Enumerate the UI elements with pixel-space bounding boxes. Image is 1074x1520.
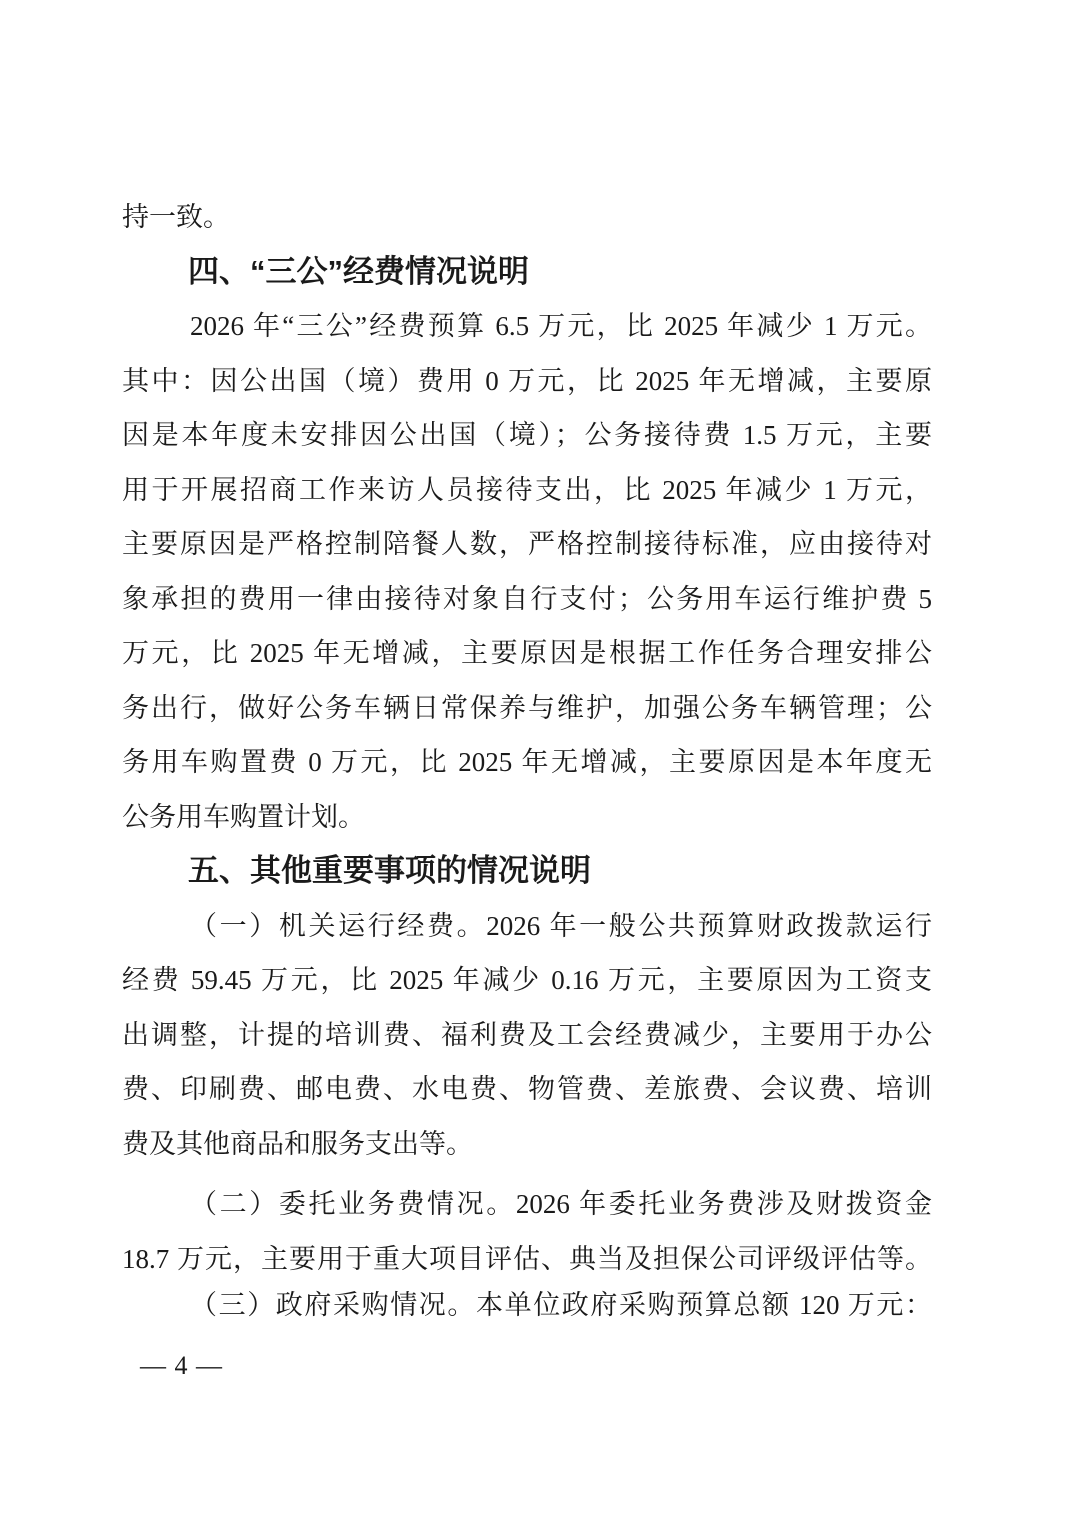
body-line: 主要原因是严格控制陪餐人数，严格控制接待标准，应由接待对 xyxy=(122,529,932,559)
section-5-heading: 五、其他重要事项的情况说明 xyxy=(188,853,591,888)
body-line: （三）政府采购情况。本单位政府采购预算总额 120 万元： xyxy=(190,1290,932,1320)
section-5-item-2-paragraph xyxy=(122,1177,932,1286)
body-line: 费及其他商品和服务支出等。 xyxy=(122,1128,473,1159)
page-number: — 4 — xyxy=(140,1351,223,1380)
body-line: 2026 年“三公”经费预算 6.5 万元，比 2025 年减少 1 万元。 xyxy=(190,311,932,341)
body-line: （二）委托业务费情况。2026 年委托业务费涉及财拨资金 xyxy=(190,1189,932,1219)
body-line: 经费 59.45 万元，比 2025 年减少 0.16 万元，主要原因为工资支 xyxy=(122,965,932,995)
body-line: 18.7 万元，主要用于重大项目评估、典当及担保公司评级评估等。 xyxy=(122,1243,932,1274)
body-line: 万元，比 2025 年无增减，主要原因是根据工作任务合理安排公 xyxy=(122,638,932,668)
body-line: 务用车购置费 0 万元，比 2025 年无增减，主要原因是本年度无 xyxy=(122,747,932,777)
section-4-paragraph xyxy=(122,299,932,844)
body-line: 象承担的费用一律由接待对象自行支付；公务用车运行维护费 5 xyxy=(122,583,932,614)
document-body xyxy=(122,190,932,1333)
section-4-heading: 四、“三公”经费情况说明 xyxy=(188,253,529,289)
continuation-line: 持一致。 xyxy=(122,202,230,232)
body-line: 其中：因公出国（境）费用 0 万元，比 2025 年无增减，主要原 xyxy=(122,365,932,396)
body-line: 公务用车购置计划。 xyxy=(122,801,365,832)
body-line: 因是本年度未安排因公出国（境）；公务接待费 1.5 万元，主要 xyxy=(122,420,932,450)
body-line: 出调整，计提的培训费、福利费及工会经费减少，主要用于办公 xyxy=(122,1019,932,1050)
body-line: 费、印刷费、邮电费、水电费、物管费、差旅费、会议费、培训 xyxy=(122,1074,932,1104)
section-5-item-1-paragraph xyxy=(122,899,932,1172)
body-line: 务出行，做好公务车辆日常保养与维护，加强公务车辆管理；公 xyxy=(122,692,932,723)
section-5-item-3-paragraph xyxy=(122,1278,932,1333)
body-line: 用于开展招商工作来访人员接待支出，比 2025 年减少 1 万元， xyxy=(122,474,932,505)
body-line: （一）机关运行经费。2026 年一般公共预算财政拨款运行 xyxy=(190,910,932,941)
